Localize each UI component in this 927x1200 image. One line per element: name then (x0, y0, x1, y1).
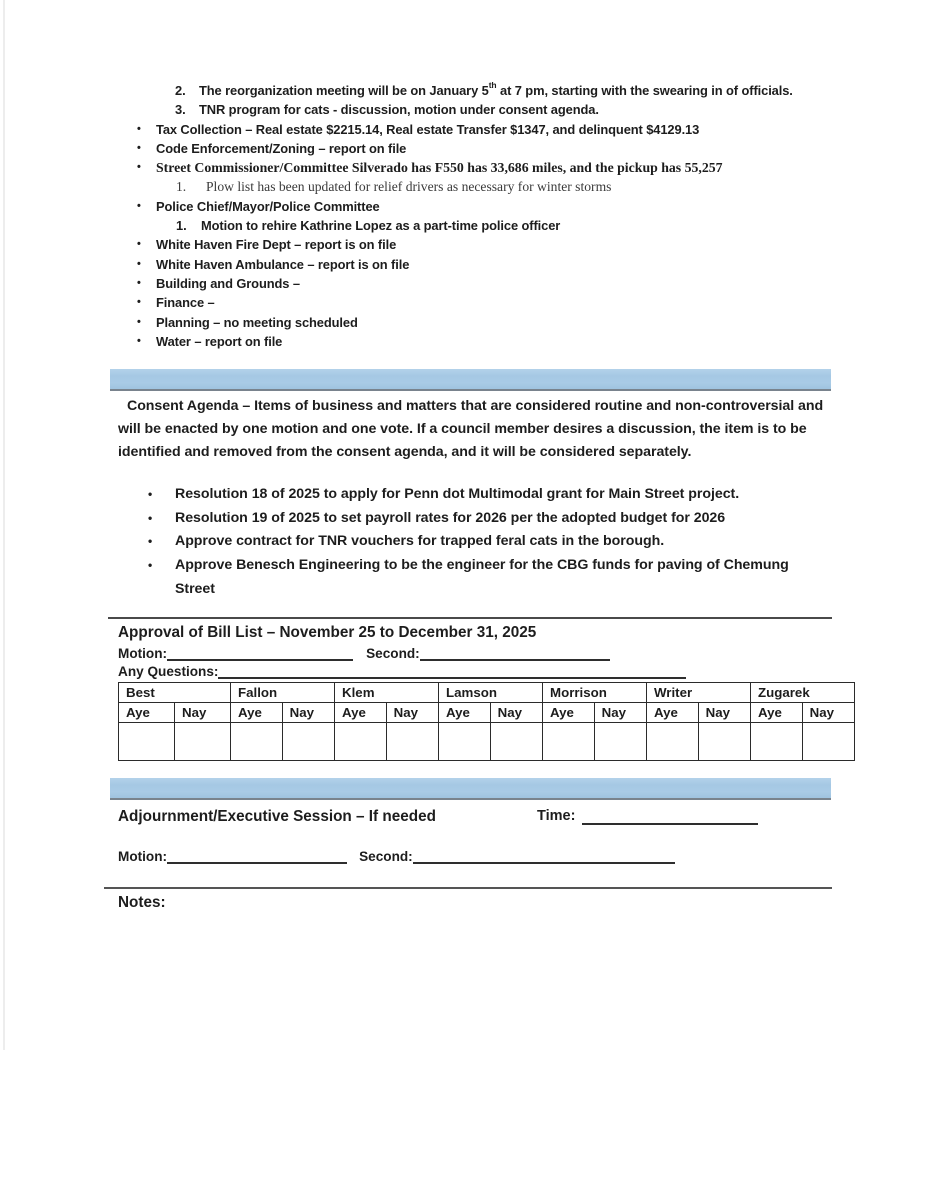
any-questions-row (118, 664, 686, 679)
second-label: Second: (359, 849, 413, 864)
adjournment-motion-row (118, 849, 675, 864)
list-item (0, 139, 927, 158)
vote-option-aye: Aye (119, 703, 175, 723)
time-label: Time: (537, 808, 576, 824)
list-item (0, 313, 927, 332)
bullet-icon: • (137, 199, 141, 212)
list-item (148, 530, 848, 554)
bullet-icon: • (148, 510, 153, 525)
vote-cell-empty (543, 723, 595, 761)
bill-list-title: Approval of Bill List – November 25 to December 31, 2025 (118, 624, 537, 641)
list-item (0, 100, 927, 119)
council-member-name: Writer (647, 683, 751, 703)
band-highlight (110, 778, 831, 798)
list-item-text: Resolution 19 of 2025 to set payroll rates for 2026 per the adopted budget for 2026 (175, 509, 726, 526)
council-member-name: Zugarek (751, 683, 855, 703)
vote-option-aye: Aye (751, 703, 803, 723)
bullet-icon: • (137, 257, 141, 270)
list-item-text: Water – report on file (156, 333, 283, 349)
roll-call-vote-table (118, 682, 855, 761)
vote-option-aye: Aye (439, 703, 491, 723)
list-item (0, 274, 927, 293)
council-member-name: Klem (335, 683, 439, 703)
vote-option-nay: Nay (490, 703, 542, 723)
any-questions-label: Any Questions: (118, 664, 219, 679)
list-item (0, 81, 927, 100)
list-item-text: Code Enforcement/Zoning – report on file (156, 140, 407, 156)
second-label: Second: (366, 646, 420, 661)
second-blank-line (413, 849, 675, 864)
list-item (0, 120, 927, 139)
vote-option-aye: Aye (335, 703, 387, 723)
sub-list-item (0, 216, 927, 235)
motion-label: Motion: (118, 646, 168, 661)
bullet-icon: • (137, 161, 141, 174)
bullet-icon: • (137, 276, 141, 289)
bullet-icon: • (137, 296, 141, 309)
band-highlight (110, 369, 831, 389)
list-item (148, 483, 848, 507)
motion-blank-line (167, 646, 353, 661)
any-questions-blank-line (218, 664, 686, 679)
vote-cell-empty (231, 723, 283, 761)
list-item-text: White Haven Ambulance – report is on file (156, 256, 410, 272)
time-blank-line (582, 810, 758, 825)
bullet-icon: • (148, 558, 153, 573)
list-item-text: Building and Grounds – (156, 275, 300, 291)
bill-list-motion-row (118, 646, 610, 661)
list-item-text: Resolution 18 of 2025 to apply for Penn dot Multimodal grant for Main Street project. (175, 486, 740, 502)
section-divider-line (104, 887, 832, 889)
vote-cell-empty (119, 723, 175, 761)
list-item (0, 158, 927, 177)
vote-option-nay: Nay (282, 703, 334, 723)
list-marker: 2. (175, 83, 186, 98)
vote-cell-empty (386, 723, 438, 761)
notes-label: Notes: (118, 894, 166, 911)
vote-option-nay: Nay (594, 703, 646, 723)
vote-option-nay: Nay (802, 703, 854, 723)
section-band-consent (110, 369, 831, 391)
council-member-name: Morrison (543, 683, 647, 703)
consent-agenda-paragraph: Consent Agenda – Items of business and matters that are considered routine and non-controversial and will be enacted by one motion and one vote. If a council member desires a discussion, the item is to be identified and removed from the consent agenda, and it will be considered separately. (118, 398, 824, 460)
vote-cell-empty (647, 723, 699, 761)
list-item (0, 255, 927, 274)
vote-cell-empty (439, 723, 491, 761)
sub-list-item (0, 177, 927, 196)
section-divider-line (108, 617, 832, 619)
vote-option-aye: Aye (231, 703, 283, 723)
vote-option-nay: Nay (175, 703, 231, 723)
list-item-text: TNR program for cats - discussion, motion under consent agenda. (199, 102, 599, 118)
list-item (0, 235, 927, 254)
vote-cell-empty (282, 723, 334, 761)
vote-cell-empty (751, 723, 803, 761)
motion-blank-line (167, 849, 347, 864)
list-item-text: Tax Collection – Real estate $2215.14, Real estate Transfer $1347, and delinquent $4129.13 (156, 121, 700, 137)
section-band-adjournment (110, 778, 831, 800)
list-marker: 1. (176, 218, 187, 234)
adjournment-title: Adjournment/Executive Session – If needed (118, 808, 436, 825)
vote-cell-empty (175, 723, 231, 761)
list-item-text: Plow list has been updated for relief drivers as necessary for winter storms (206, 179, 612, 195)
vote-option-nay: Nay (698, 703, 750, 723)
vote-option-nay: Nay (386, 703, 438, 723)
vote-cell-empty (594, 723, 646, 761)
list-item (0, 332, 927, 351)
bullet-icon: • (137, 141, 141, 154)
list-item-text: Planning – no meeting scheduled (156, 314, 358, 330)
vote-cell-empty (335, 723, 387, 761)
council-member-name: Lamson (439, 683, 543, 703)
list-item (148, 507, 848, 531)
council-member-name: Fallon (231, 683, 335, 703)
bullet-icon: • (137, 122, 141, 135)
list-item (0, 197, 927, 216)
committee-report-list (0, 81, 927, 351)
list-item-text: Police Chief/Mayor/Police Committee (156, 198, 380, 214)
list-marker: 3. (175, 102, 186, 118)
list-item-text: The reorganization meeting will be on January 5th at 7 pm, starting with the swearing in of officials. (199, 80, 793, 98)
list-item-text: Motion to rehire Kathrine Lopez as a part-time police officer (201, 218, 561, 234)
table-row-vote-options (119, 703, 855, 723)
second-blank-line (420, 646, 610, 661)
list-marker: 1. (176, 179, 187, 195)
consent-agenda-items (148, 483, 848, 602)
vote-cell-empty (490, 723, 542, 761)
bullet-icon: • (148, 487, 153, 501)
list-item-text: Street Commissioner/Committee Silverado has F550 has 33,686 miles, and the pickup has 55,257 (156, 160, 723, 176)
list-item-text: Finance – (156, 295, 215, 311)
bullet-icon: • (137, 238, 141, 251)
motion-label: Motion: (118, 849, 168, 864)
vote-cell-empty (698, 723, 750, 761)
vote-option-aye: Aye (543, 703, 595, 723)
list-item-text: White Haven Fire Dept – report is on file (156, 237, 397, 253)
list-item-text: Approve Benesch Engineering to be the engineer for the CBG funds for paving of Chemung Street (175, 557, 789, 597)
vote-option-aye: Aye (647, 703, 699, 723)
council-member-name: Best (119, 683, 231, 703)
vote-cell-empty (802, 723, 854, 761)
table-row-blank-votes (119, 723, 855, 761)
list-item (0, 293, 927, 312)
bullet-icon: • (137, 334, 141, 347)
bullet-icon: • (148, 534, 153, 549)
table-row-names (119, 683, 855, 703)
list-item-text: Approve contract for TNR vouchers for trapped feral cats in the borough. (175, 533, 665, 550)
list-item (148, 554, 848, 601)
bullet-icon: • (137, 315, 141, 328)
